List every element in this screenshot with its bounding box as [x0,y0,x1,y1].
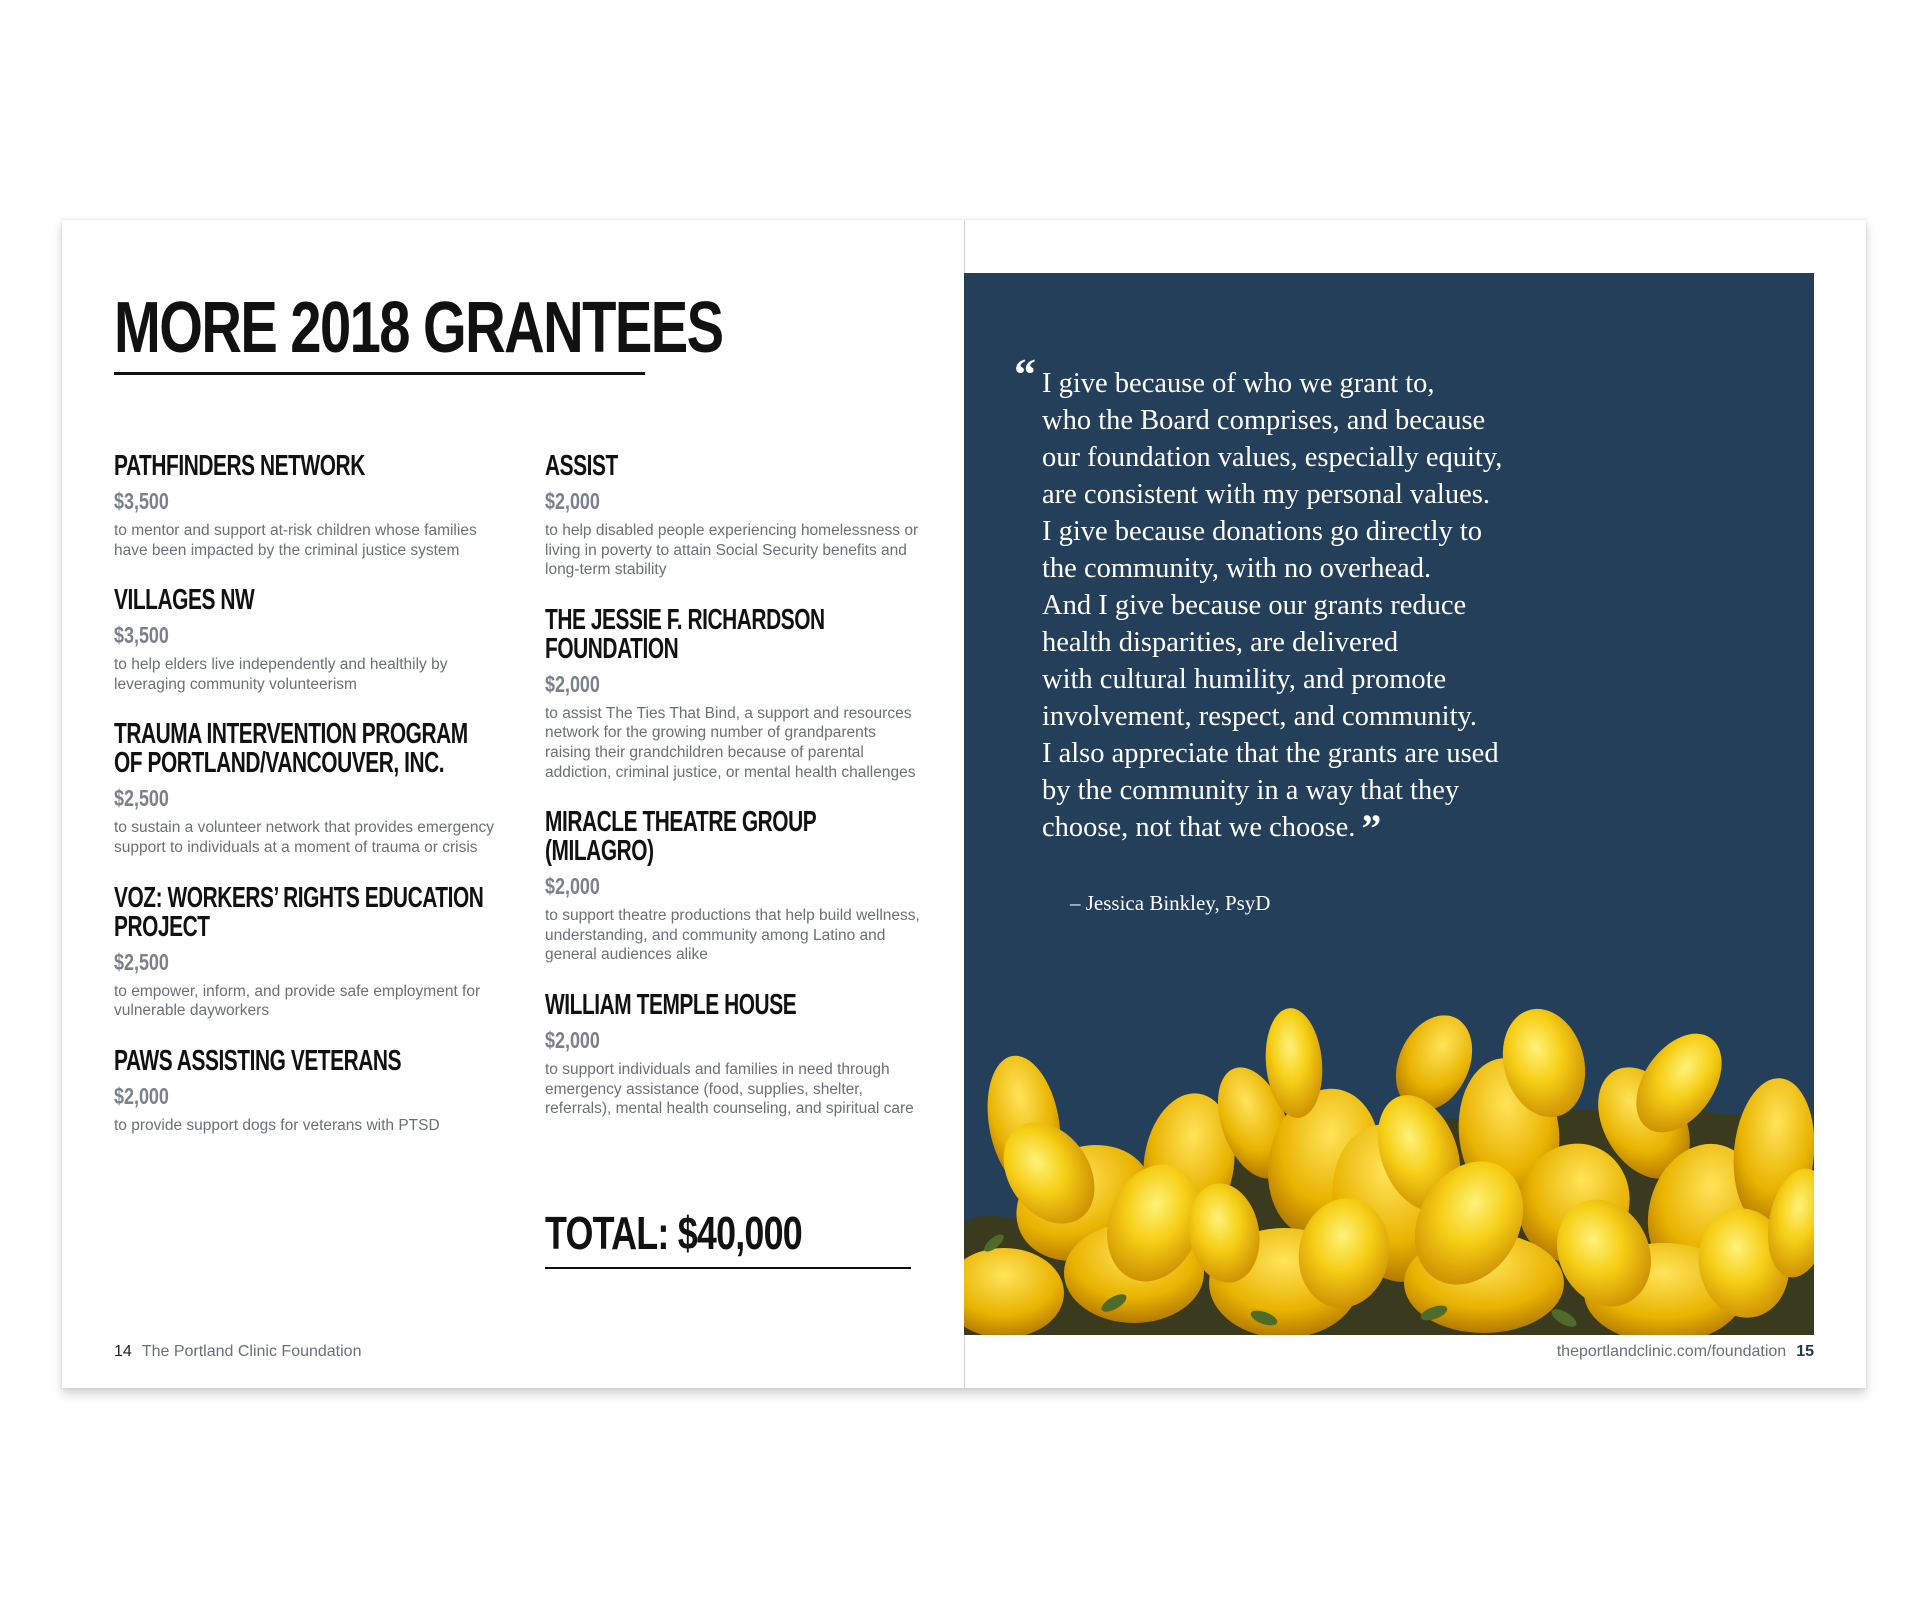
grantee-description: to support individuals and families in need through emergency assistance (food, supplies, shelter, referrals), mental health counseling, and spiritual care [545,1060,914,1118]
grantee-name: THE JESSIE F. RICHARDSON FOUNDATION [545,603,825,665]
grantee-column-right [545,452,925,1145]
right-page [964,220,1866,1388]
grantee-name: VILLAGES NW [114,584,255,617]
page-number: 14 [114,1343,132,1360]
quote-text [1042,365,1602,851]
grantee-name: TRAUMA INTERVENTION PROGRAM OF PORTLAND/VANCOUVER, INC. [114,718,468,780]
grantee-description: to empower, inform, and provide safe employment for vulnerable dayworkers [114,982,481,1020]
grantee-column-left [114,452,494,1161]
testimonial-quote [1014,350,1602,851]
grantee-name: VOZ: WORKERS’ RIGHTS EDUCATION PROJECT [114,881,484,943]
grantee-description: to help disabled people experiencing homelessness or living in poverty to attain Social Security benefits and long-term stability [545,522,919,579]
grantee-amount: $3,500 [114,488,169,514]
grantee-amount: $2,000 [545,873,600,900]
grantee-description: to sustain a volunteer network that provides emergency support to individuals at a moment of trauma or crisis [114,819,494,856]
open-quote-mark: “ [1014,350,1036,399]
brochure-spread [62,220,1866,1388]
grantee-description: to provide support dogs for veterans with PTSD [114,1116,440,1134]
grantee-name: PAWS ASSISTING VETERANS [114,1044,402,1077]
grantee-entry [114,586,494,694]
grantee-amount: $2,000 [545,1026,600,1053]
quote-panel [964,273,1814,1335]
heading-underline [114,372,645,375]
quote-body: I give because of who we grant to, who the Board comprises, and because our foundation values, especially equity, are consistent with my personal values. I give because donations go directly to the community, with no overhead. And I give because our grants reduce health disparities, are delivered with cultural humility, and promote involvement, respect, and community. I also appreciate that the grants are used by the community in a way that they choose, not that we choose. [1042,368,1503,843]
footer-url: theportlandclinic.com/foundation [1556,1343,1787,1360]
grantee-entry [114,452,494,560]
grantee-name: ASSIST [545,450,618,482]
grantee-name: PATHFINDERS NETWORK [114,450,365,482]
grant-total: TOTAL: $40,000 [545,1207,802,1259]
grantee-entry [545,603,925,782]
grantee-entry [545,988,925,1119]
page-number: 15 [1796,1343,1814,1360]
grantee-amount: $3,500 [114,622,169,649]
footer-right [1557,1343,1814,1361]
total-underline [545,1267,911,1269]
grantee-entry [114,720,494,857]
yellow-flowers-photo [964,973,1814,1335]
grantee-entry [545,808,925,965]
grantee-description: to support theatre productions that help build wellness, understanding, and community among Latino and general audiences alike [545,907,920,964]
grantee-amount: $2,500 [114,948,169,975]
footer-org-name: The Portland Clinic Foundation [141,1343,362,1360]
grantee-description: to mentor and support at-risk children whose families have been impacted by the criminal justice system [114,522,477,559]
grantee-amount: $2,500 [114,785,169,812]
grantee-amount: $2,000 [545,670,600,697]
footer-left [114,1343,361,1361]
page-heading: MORE 2018 GRANTEES [114,288,723,368]
grantee-entry [545,452,925,580]
grantee-name: WILLIAM TEMPLE HOUSE [545,988,797,1021]
grantee-entry [114,881,494,1021]
left-page [62,220,964,1388]
grantee-description: to assist The Ties That Bind, a support and resources network for the growing number of grandparents raising their grandchildren because of parental addiction, criminal justice, or mental health challenges [545,704,916,781]
grantee-description: to help elders live independently and healthily by leveraging community volunteerism [114,656,448,693]
grantee-name: MIRACLE THEATRE GROUP (MILAGRO) [545,806,816,868]
quote-attribution: – Jessica Binkley, PsyD [1070,891,1271,915]
grantee-amount: $2,000 [545,488,600,514]
close-quote-mark: ” [1361,806,1382,851]
grantee-entry [114,1044,494,1136]
grantee-amount: $2,000 [114,1082,169,1109]
